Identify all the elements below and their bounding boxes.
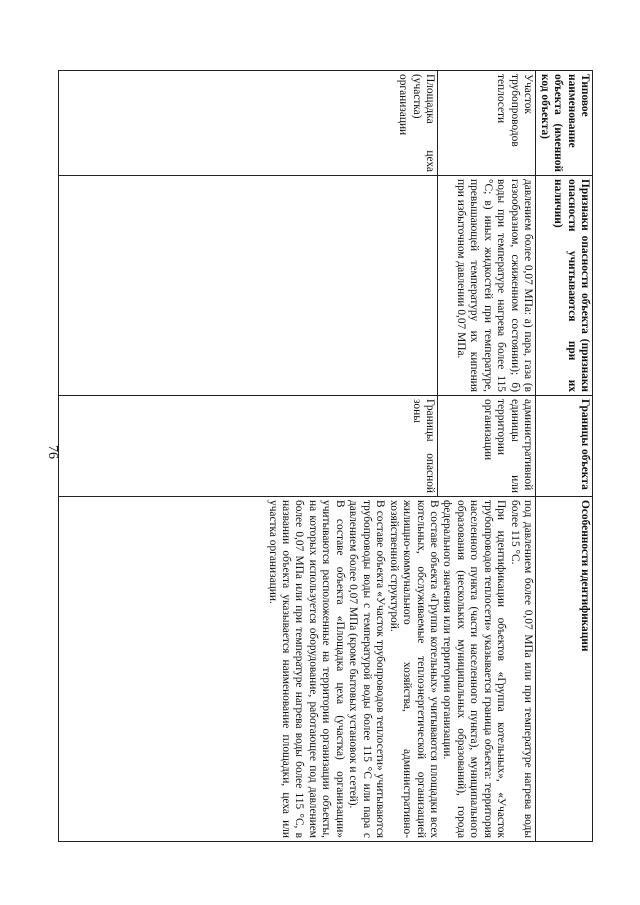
- page-number: 76: [45, 445, 60, 459]
- rotated-page: [58, 70, 593, 841]
- header-object-bounds: Границы объекта: [536, 396, 593, 497]
- header-object-name: Типовое наименование объекта (именной код объекта): [536, 71, 593, 176]
- cell-danger-signs: давлением более 0,07 МПа: а) пара, газа (в газообразном, сжиженном состоянии); б) воды при температуре нагрева более 115 °С; в) иных жидкостей при температуре, превышающей температуру их кипения при избыточном давлении 0,07 МПа.: [438, 176, 536, 396]
- features-paragraph: В составе объекта «Группа котельных» учитываются площадки всех котельных, обслуживаемые теплоэнергетической организацией жилищно-коммунального хозяйства, административно-хозяйственной структурой.: [387, 500, 441, 838]
- features-paragraph: под давлением более 0,07 МПа или при температуре нагрева воды более 115 °С.: [508, 500, 535, 838]
- identification-table: [58, 70, 593, 842]
- cell-identification-features: [59, 497, 536, 842]
- cell-object-name: Участок трубопроводов теплосети: [438, 71, 536, 176]
- header-danger-signs: Признаки опасности объекта (признаки опасности учитываются при их наличии): [536, 176, 593, 396]
- cell-object-name: Площадка цеха (участка) организации: [59, 71, 438, 176]
- cell-danger-signs: [59, 176, 438, 396]
- features-paragraph: В составе объекта «Площадка цеха (участка) организации» учитываются расположенные на территории организации объекты, на которых используется оборудование, работающее под давлением более 0,07 МПа или при температуре нагрева воды более 115 °С, в названии объекта указывается наименование площадки, цеха или участка организации.: [266, 500, 346, 838]
- header-identification-features: Особенности идентификации: [536, 497, 593, 842]
- cell-object-bounds: административной единицы или территории организации: [438, 396, 536, 497]
- table-row: [438, 71, 536, 842]
- features-paragraph: В составе объекта «Участок трубопроводов теплосети» учитываются трубопроводы воды с температурой воды более 115 °С или пара с давлением более 0,07 МПа (кроме бытовых установок и сетей).: [347, 500, 387, 838]
- cell-object-bounds: Границы опасной зоны: [59, 396, 438, 497]
- table-header-row: [536, 71, 593, 842]
- features-paragraph: При идентификации объектов «Группа котельных», «Участок трубопроводов теплосети» указывается граница объекта: территория населенного пункта (части населенного пункта), муниципального образования (нескольких муниципальных образований), города федерального значения или территории организации.: [441, 500, 508, 838]
